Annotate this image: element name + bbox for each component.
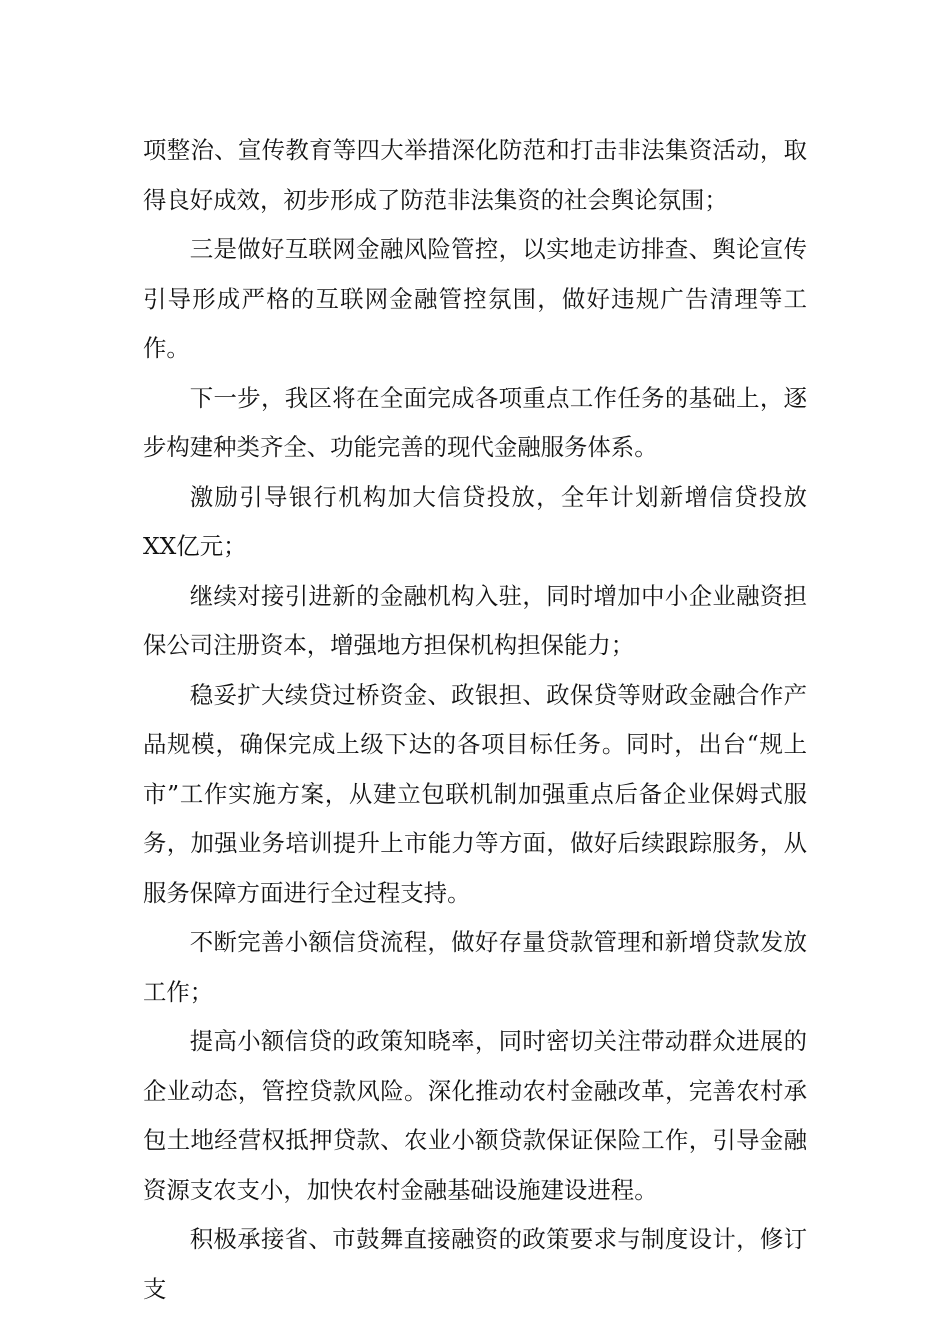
paragraph-microcredit-process: 不断完善小额信贷流程，做好存量贷款管理和新增贷款发放工作； (143, 928, 807, 1006)
paragraph-direct-financing: 积极承接省、市鼓舞直接融资的政策要求与制度设计，修订支 (143, 1225, 807, 1303)
paragraph-internet-finance-risk: 三是做好互联网金融风险管控，以实地走访排查、舆论宣传引导形成严格的互联网金融管控氛围，做好违规广告清理等工作。 (143, 235, 807, 362)
paragraph-finance-cooperation: 稳妥扩大续贷过桥资金、政银担、政保贷等财政金融合作产品规模，确保完成上级下达的各项目标任务。同时，出台“规上市”工作实施方案，从建立包联机制加强重点后备企业保姆式服务，加强业务培训提升上市能力等方面，做好后续跟踪服务，从服务保障方面进行全过程支持。 (143, 680, 807, 907)
paragraph-new-institutions: 继续对接引进新的金融机构入驻，同时增加中小企业融资担保公司注册资本，增强地方担保机构担保能力； (143, 581, 807, 659)
paragraph-next-step: 下一步，我区将在全面完成各项重点工作任务的基础上，逐步构建种类齐全、功能完善的现代金融服务体系。 (143, 383, 807, 461)
document-body (143, 126, 807, 1314)
paragraph-credit-investment: 激励引导银行机构加大信贷投放，全年计划新增信贷投放XX亿元； (143, 482, 807, 560)
paragraph-microcredit-policy: 提高小额信贷的政策知晓率，同时密切关注带动群众进展的企业动态，管控贷款风险。深化推动农村金融改革，完善农村承包土地经营权抵押贷款、农业小额贷款保证保险工作，引导金融资源支农支小，加快农村金融基础设施建设进程。 (143, 1027, 807, 1204)
paragraph-continued: 项整治、宣传教育等四大举措深化防范和打击非法集资活动，取得良好成效，初步形成了防范非法集资的社会舆论氛围； (143, 136, 807, 214)
